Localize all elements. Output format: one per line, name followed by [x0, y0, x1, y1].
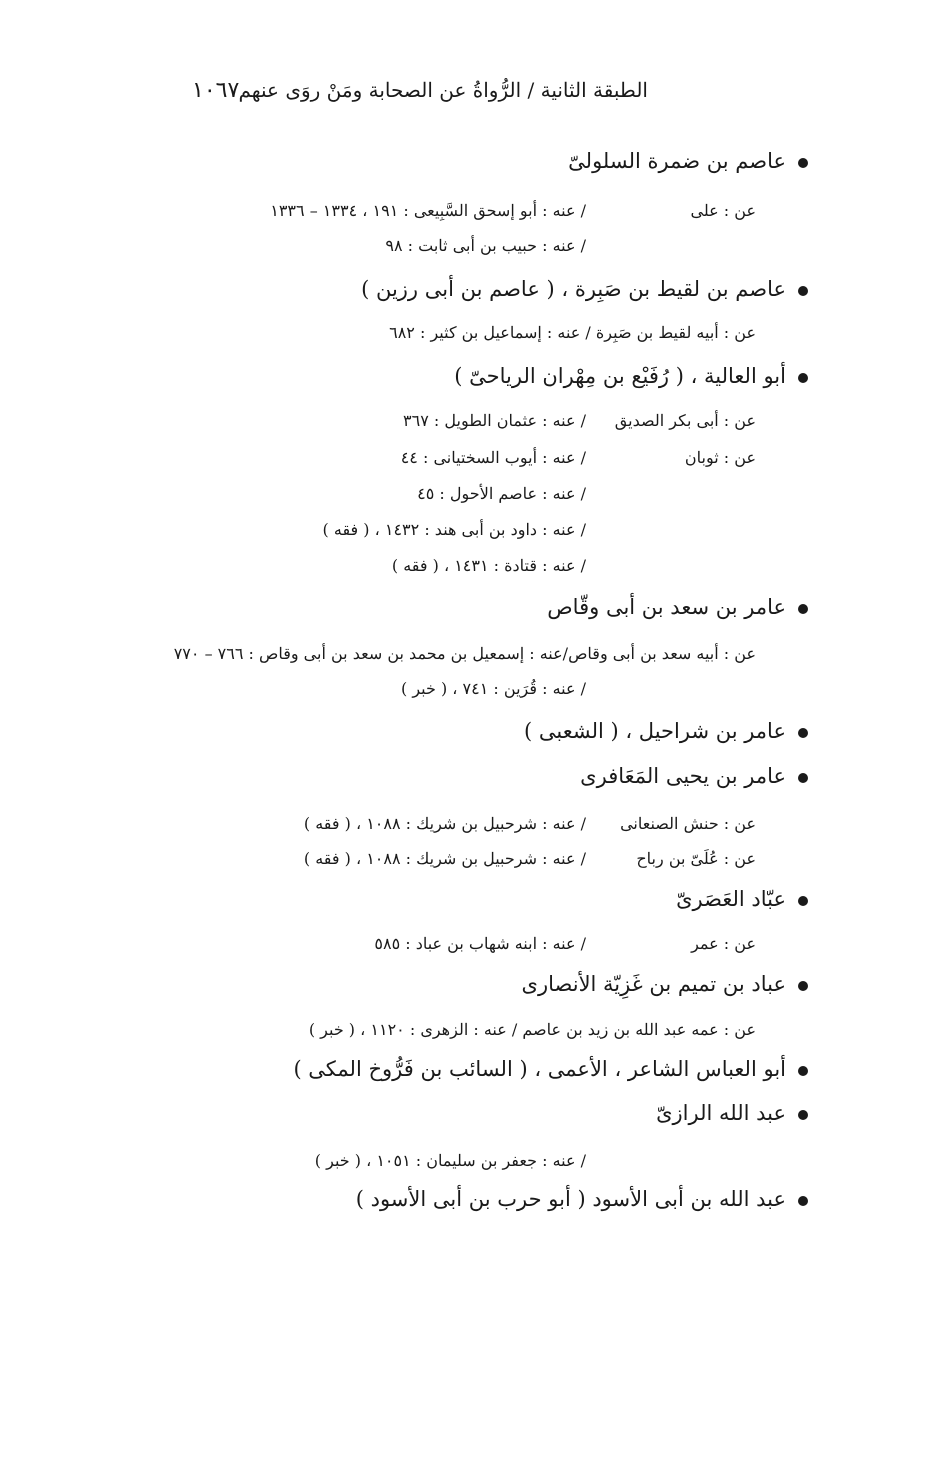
bullet-icon — [798, 773, 808, 783]
entry-heading: عاصم بن ضمرة السلولىّ — [568, 147, 808, 175]
narrator-to: / عنه : داود بن أبى هند : ١٤٣٢ ، ( فقه ) — [322, 520, 586, 539]
narrator-to: / عنه : حبيب بن أبى ثابت : ٩٨ — [385, 236, 586, 255]
bullet-icon — [798, 1196, 808, 1206]
entry-heading: عباد بن تميم بن غَزِيّة الأنصارى — [522, 970, 808, 998]
entry-heading: عبد الله الرازىّ — [656, 1099, 808, 1127]
narrator-from: عن : على — [690, 201, 756, 220]
bullet-icon — [798, 373, 808, 383]
narrator-to: / عنه : أبو إسحق السَّبِيعى : ١٩١ ، ١٣٣٤ – ١٣٣٦ — [270, 201, 586, 220]
narrator-from: عن : عُلَىّ بن رباح — [636, 849, 756, 868]
narrator-to: / عنه : شرحبيل بن شريك : ١٠٨٨ ، ( فقه ) — [303, 849, 586, 868]
narrator-line: عن : عمه عبد الله بن زيد بن عاصم / عنه : الزهرى : ١١٢٠ ، ( خبر ) — [308, 1020, 756, 1039]
page-number: ١٠٦٧ — [192, 78, 240, 103]
entry-heading: أبو العباس الشاعر ، الأعمى ، ( السائب بن فَرُّوخ المكى ) — [293, 1055, 808, 1083]
narrator-from: عن : ثوبان — [684, 448, 756, 467]
bullet-icon — [798, 896, 808, 906]
narrator-to: / عنه : ابنه شهاب بن عباد : ٥٨٥ — [374, 934, 586, 953]
entry-heading: عبّاد العَصَرىّ — [676, 885, 808, 913]
narrator-to: / عنه : أيوب السختيانى : ٤٤ — [400, 448, 586, 467]
bullet-icon — [798, 1110, 808, 1120]
bullet-icon — [798, 158, 808, 168]
narrator-to: / عنه : عاصم الأحول : ٤٥ — [417, 484, 586, 503]
narrator-from: عن : عمر — [691, 934, 756, 953]
narrator-line: عن : أبيه سعد بن أبى وقاص/عنه : إسمعيل بن محمد بن سعد بن أبى وقاص : ٧٦٦ – ٧٧٠ — [173, 644, 756, 663]
narrator-line: / عنه : جعفر بن سليمان : ١٠٥١ ، ( خبر ) — [314, 1151, 586, 1170]
bullet-icon — [798, 728, 808, 738]
entry-heading: عامر بن شراحيل ، ( الشعبى ) — [524, 717, 808, 745]
entry-heading: عامر بن سعد بن أبى وقّاص — [547, 593, 808, 621]
narrator-to: / عنه : قتادة : ١٤٣١ ، ( فقه ) — [391, 556, 586, 575]
narrator-to: / عنه : قُرَين : ٧٤١ ، ( خبر ) — [401, 679, 586, 698]
bullet-icon — [798, 1066, 808, 1076]
narrator-to: / عنه : شرحبيل بن شريك : ١٠٨٨ ، ( فقه ) — [303, 814, 586, 833]
narrator-to: / عنه : عثمان الطويل : ٣٦٧ — [403, 411, 586, 430]
entry-heading: أبو العالية ، ( رُفَيْع بن مِهْران الرياحىّ ) — [454, 362, 808, 390]
narrator-line: عن : أبيه لقيط بن صَبِرة / عنه : إسماعيل بن كثير : ٦٨٢ — [389, 323, 756, 342]
entry-heading: عامر بن يحيى المَعَافرى — [580, 762, 808, 790]
bullet-icon — [798, 604, 808, 614]
narrator-from: عن : أبى بكر الصديق — [614, 411, 756, 430]
running-header-title: الطبقة الثانية / الرُّواةُ عن الصحابة ومَنْ روَى عنهم — [238, 78, 648, 102]
narrator-from: عن : حنش الصنعانى — [620, 814, 756, 833]
entry-heading: عاصم بن لقيط بن صَبِرة ، ( عاصم بن أبى رزين ) — [361, 275, 808, 303]
entry-heading: عبد الله بن أبى الأسود ( أبو حرب بن أبى الأسود ) — [356, 1185, 808, 1213]
bullet-icon — [798, 286, 808, 296]
bullet-icon — [798, 981, 808, 991]
